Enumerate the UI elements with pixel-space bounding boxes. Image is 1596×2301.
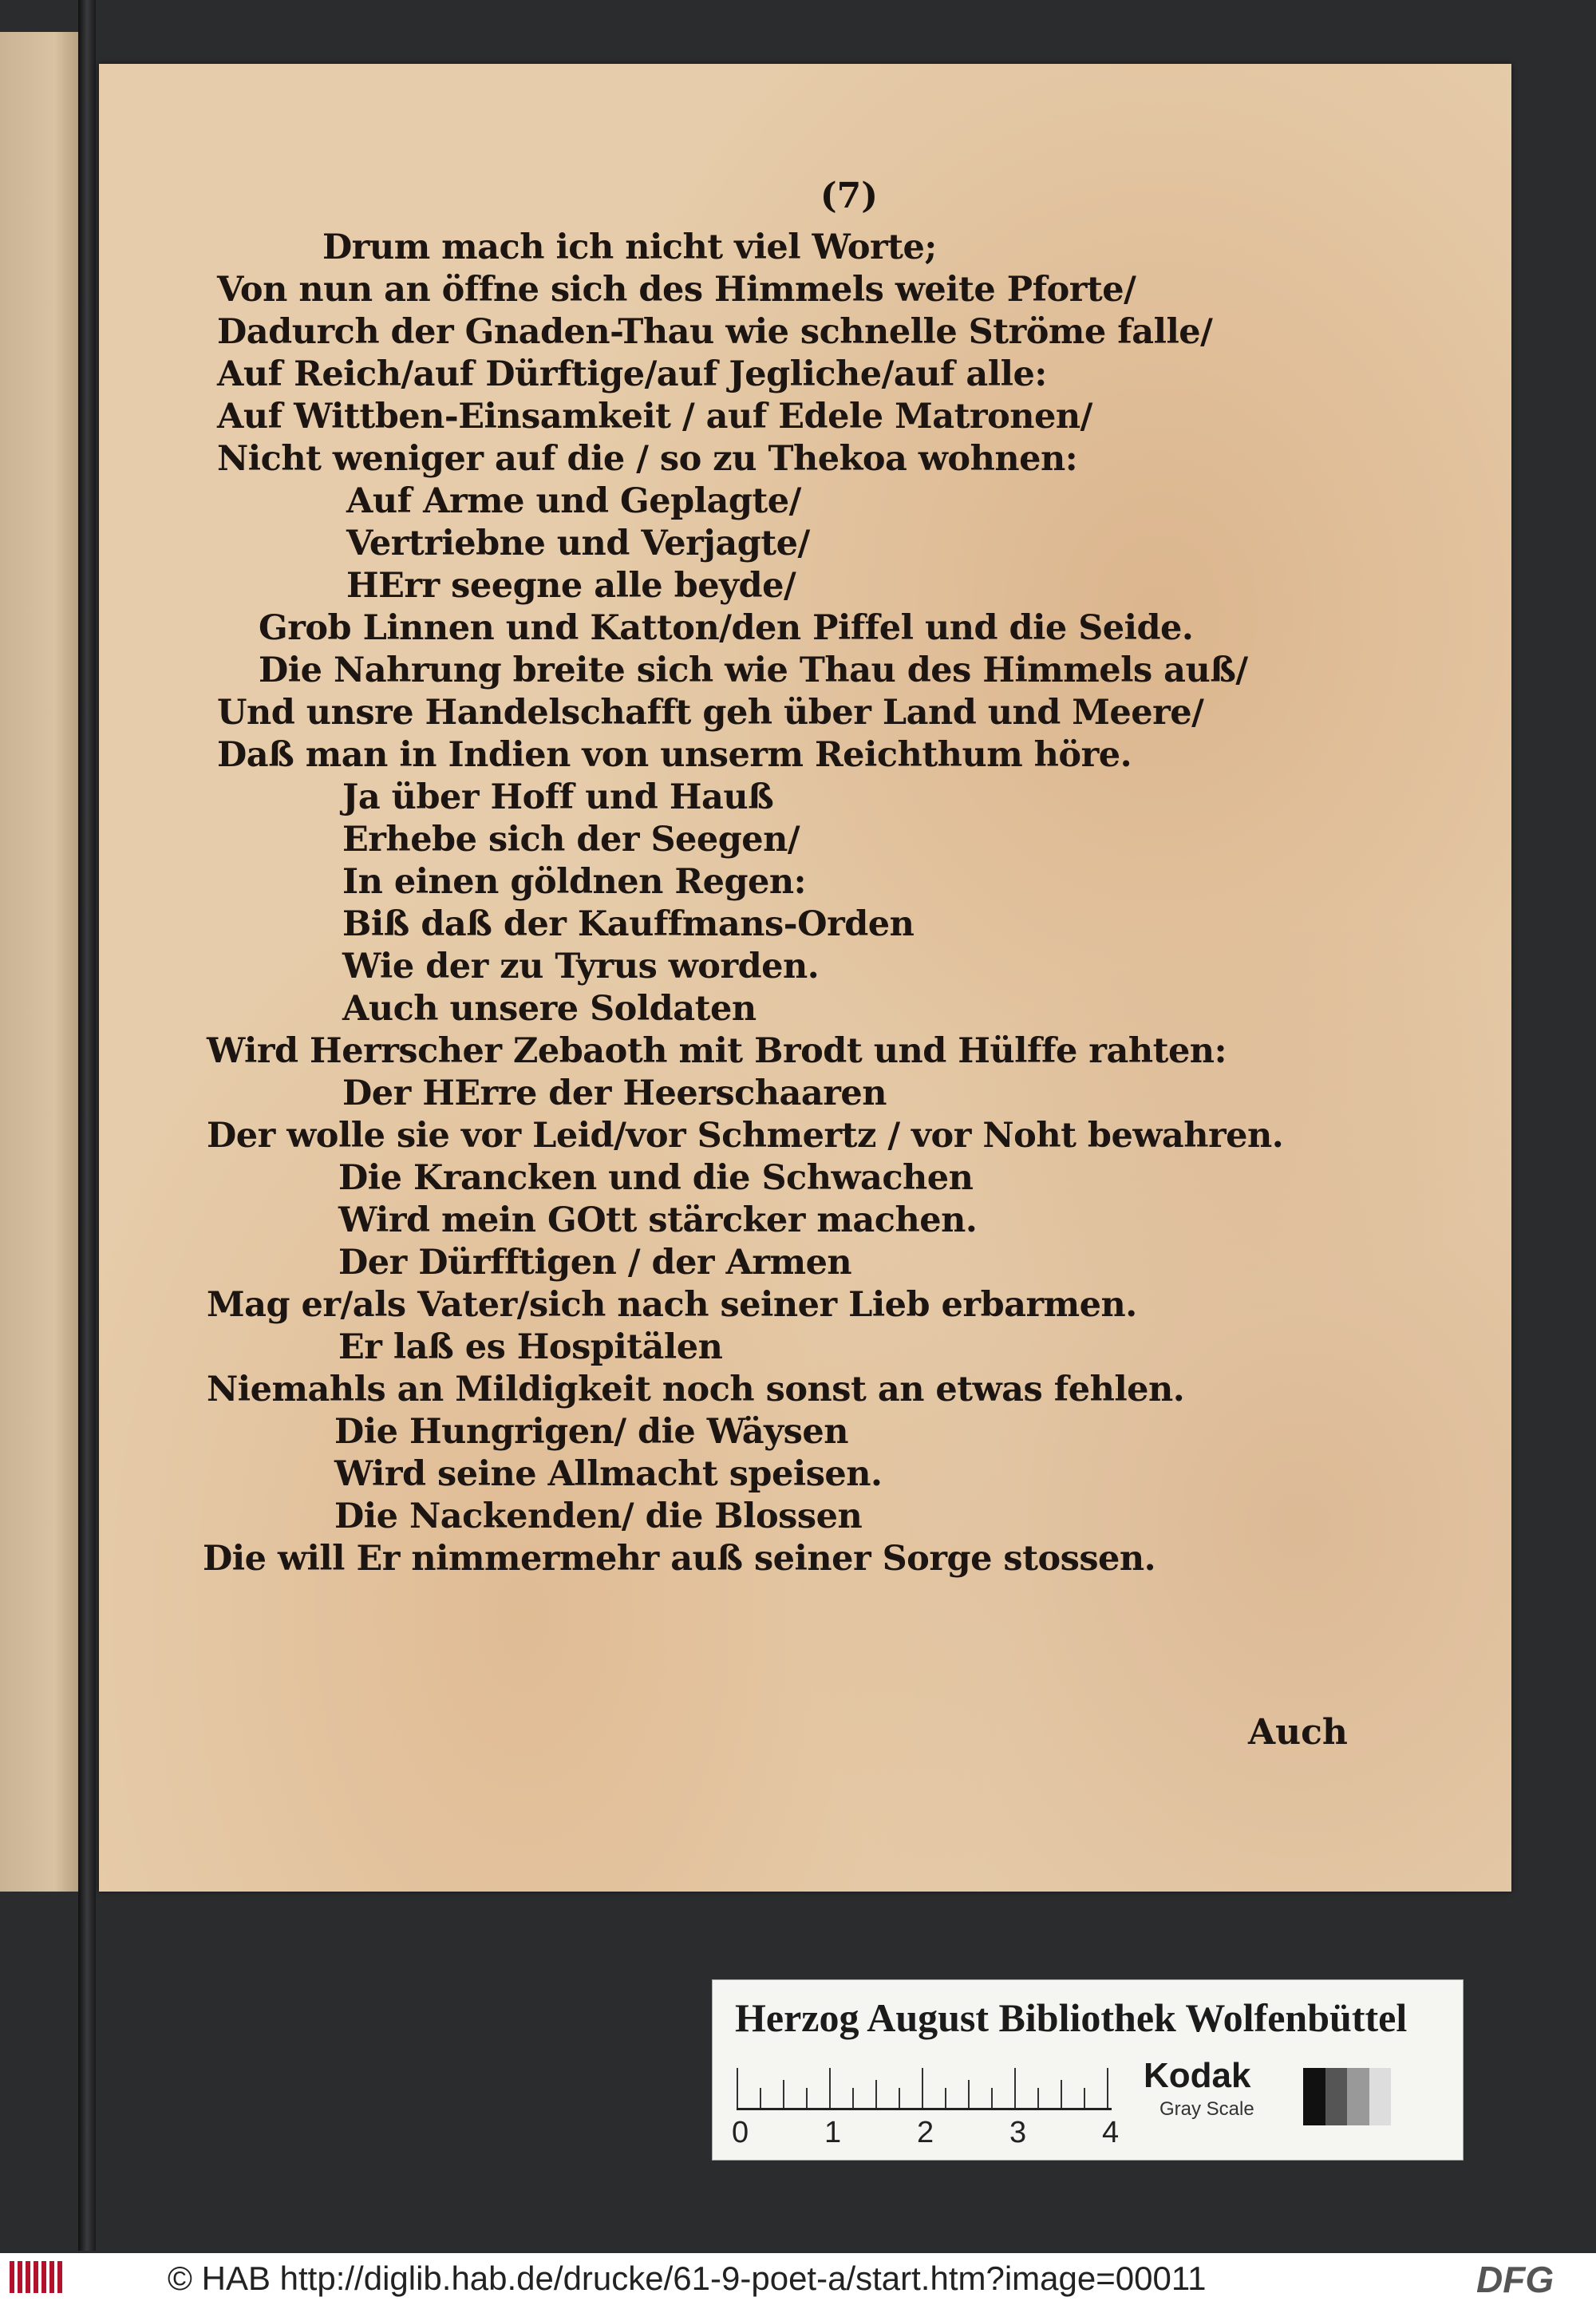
poem-line: Auch unsere Soldaten (342, 989, 757, 1029)
ruler-tick (991, 2088, 993, 2108)
scale-ruler (737, 2060, 1112, 2110)
poem-line: Biß daß der Kauffmans-Orden (342, 904, 915, 944)
poem-line: Daß man in Indien von unserm Reichthum höre. (217, 735, 1132, 775)
ruler-number: 0 (732, 2116, 749, 2149)
ruler-tick (1061, 2080, 1062, 2108)
ruler-tick (760, 2088, 761, 2108)
hab-logo-bar (34, 2261, 38, 2293)
hab-logo-bar (41, 2261, 46, 2293)
catchword: Auch (1248, 1712, 1348, 1753)
poem-line: Von nun an öffne sich des Himmels weite Pforte/ (217, 270, 1136, 310)
poem-line: Die will Er nimmermehr auß seiner Sorge stossen. (203, 1539, 1156, 1579)
ruler-tick (806, 2088, 808, 2108)
poem-line: Vertriebne und Verjagte/ (346, 524, 810, 563)
ruler-tick (852, 2088, 854, 2108)
copyright-url[interactable]: © HAB http://diglib.hab.de/drucke/61-9-poet-a/start.htm?image=00011 (168, 2259, 1207, 2297)
poem-line: Und unsre Handelschafft geh über Land und Meere/ (217, 693, 1204, 733)
dfg-logo: DFG (1476, 2259, 1555, 2300)
book-spine (78, 0, 96, 2251)
ruler-number: 2 (917, 2116, 934, 2149)
poem-line: Dadurch der Gnaden-Thau wie schnelle Ströme falle/ (217, 312, 1213, 352)
poem-line: Mag er/als Vater/sich nach seiner Lieb erbarmen. (207, 1285, 1137, 1325)
poem-line: Auf Arme und Geplagte/ (346, 481, 801, 521)
poem-line: Grob Linnen und Katton/den Piffel und die Seide. (259, 608, 1194, 648)
gray-scale-patches (1303, 2068, 1391, 2125)
poem-line: Wird seine Allmacht speisen. (334, 1454, 883, 1494)
scanned-page (99, 64, 1511, 1892)
ruler-tick (945, 2088, 946, 2108)
hab-logo-bar (49, 2261, 54, 2293)
kodak-brand: Kodak (1144, 2056, 1251, 2095)
poem-line: Auf Reich/auf Dürftige/auf Jegliche/auf alle: (217, 354, 1047, 394)
poem-line: Ja über Hoff und Hauß (342, 777, 774, 817)
poem-line: Die Krancken und die Schwachen (338, 1158, 974, 1198)
poem-line: Drum mach ich nicht viel Worte; (322, 227, 937, 267)
poem-line: Die Hungrigen/ die Wäysen (334, 1412, 848, 1452)
hab-logo-icon (10, 2261, 67, 2293)
ruler-number: 4 (1102, 2116, 1120, 2149)
gray-patch (1347, 2068, 1369, 2125)
library-name: Herzog August Bibliothek Wolfenbüttel (735, 1995, 1408, 2040)
poem-line: Der HErre der Heerschaaren (342, 1073, 887, 1113)
facing-page-edge (0, 32, 78, 1892)
gray-scale-caption: Gray Scale (1159, 2098, 1254, 2120)
poem-text (99, 64, 1511, 1892)
poem-line: Der Dürfftigen / der Armen (338, 1243, 852, 1283)
hab-logo-bar (18, 2261, 22, 2293)
poem-line: Die Nackenden/ die Blossen (334, 1496, 863, 1536)
ruler-number: 1 (824, 2116, 842, 2149)
poem-line: Nicht weniger auf die / so zu Thekoa wohnen: (217, 439, 1078, 479)
ruler-tick (783, 2080, 784, 2108)
ruler-tick (968, 2080, 970, 2108)
ruler-tick (737, 2068, 738, 2108)
hab-logo-bar (26, 2261, 30, 2293)
poem-line: Wird Herrscher Zebaoth mit Brodt und Hülffe rahten: (207, 1031, 1227, 1071)
gray-patch (1369, 2068, 1392, 2125)
poem-line: In einen göldnen Regen: (342, 862, 807, 902)
hab-logo-bar (57, 2261, 62, 2293)
ruler-number: 3 (1009, 2116, 1027, 2149)
poem-line: Er laß es Hospitälen (338, 1327, 723, 1367)
poem-line: Wie der zu Tyrus worden. (342, 947, 820, 986)
gray-patch (1303, 2068, 1325, 2125)
ruler-tick (922, 2068, 923, 2108)
gray-patch (1325, 2068, 1348, 2125)
ruler-tick (899, 2088, 900, 2108)
page-number: (7) (820, 176, 879, 216)
ruler-tick (829, 2068, 831, 2108)
ruler-tick (875, 2080, 877, 2108)
library-label-card (712, 1979, 1464, 2161)
poem-line: Auf Wittben-Einsamkeit / auf Edele Matronen/ (217, 397, 1092, 437)
footer-bar (0, 2253, 1596, 2301)
ruler-tick (1014, 2068, 1016, 2108)
poem-line: HErr seegne alle beyde/ (346, 566, 796, 606)
poem-line: Der wolle sie vor Leid/vor Schmertz / vor Noht bewahren. (207, 1116, 1284, 1156)
ruler-tick (1037, 2088, 1039, 2108)
poem-line: Erhebe sich der Seegen/ (342, 820, 800, 860)
ruler-tick (1084, 2088, 1085, 2108)
hab-logo-bar (10, 2261, 14, 2293)
ruler-tick (1107, 2068, 1108, 2108)
poem-line: Niemahls an Mildigkeit noch sonst an etwas fehlen. (207, 1370, 1185, 1409)
poem-line: Wird mein GOtt stärcker machen. (338, 1200, 978, 1240)
poem-line: Die Nahrung breite sich wie Thau des Himmels auß/ (259, 650, 1248, 690)
